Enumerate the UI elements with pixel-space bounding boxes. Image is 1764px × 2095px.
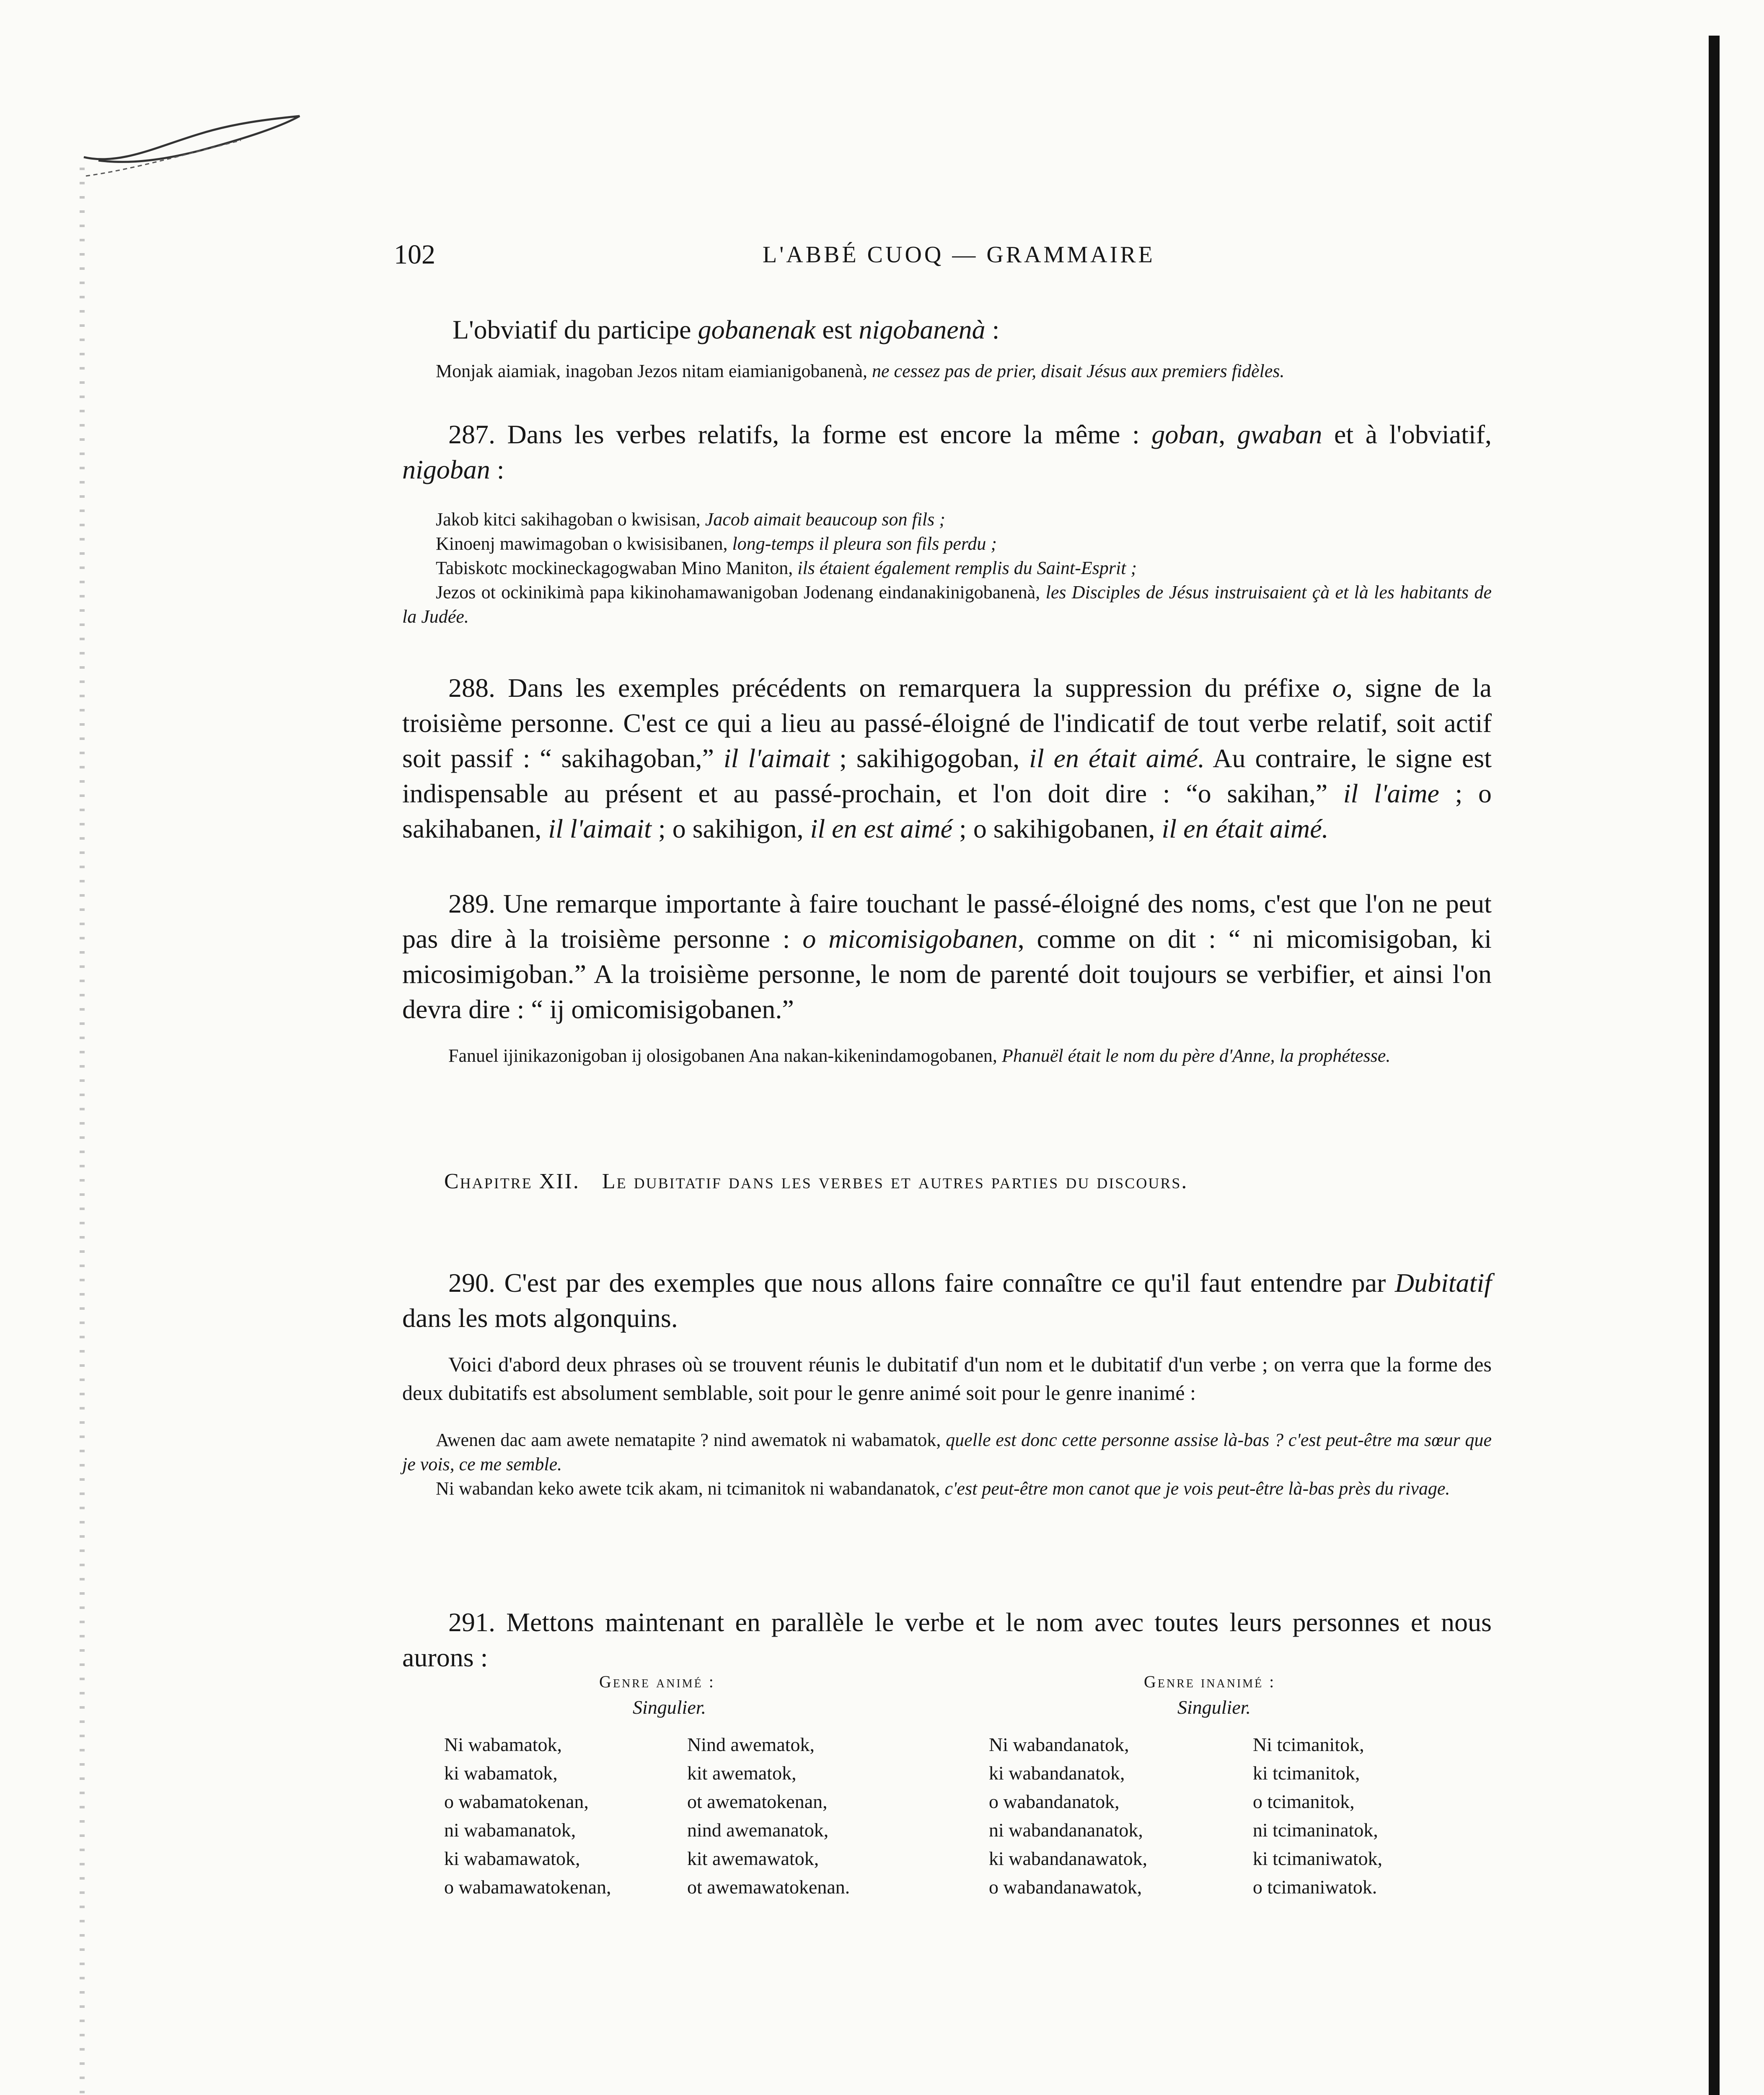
example-gloss: long-temps il pleura son fils perdu ; [732, 533, 997, 554]
form: o wabandanawatok, [989, 1876, 1142, 1898]
p287-term-c: nigoban [402, 455, 490, 484]
p290-examples [402, 1428, 1492, 1501]
intro-term-a: gobanenak [698, 315, 816, 344]
p288-s5: ; o sakihabanen, [402, 779, 1492, 843]
p287-example-1 [402, 507, 1492, 532]
form: ki tcimanitok, [1253, 1762, 1360, 1784]
p289-s1: 289. Une remarque importante à faire touchant le passé-éloigné des noms, c'est que l'on ne peut pas dire à la troisième personne : [402, 889, 1492, 954]
form: ot awematokenan, [687, 1791, 828, 1812]
form: ki tcimaniwatok, [1253, 1848, 1383, 1869]
p287-text-c: et à l'obviatif, [1322, 419, 1492, 449]
form: ki wabandanatok, [989, 1762, 1125, 1784]
intro-example-native: Monjak aiamiak, inagoban Jezos nitam eiamianigobanenà, [436, 361, 872, 381]
paragraph-287 [402, 417, 1492, 629]
p290-s1-term: Dubitatif [1394, 1268, 1492, 1298]
example-native: Jezos ot ockinikimà papa kikinohamawanigoban Jodenang eindanakinigobanenà, [436, 582, 1046, 603]
form: o tcimaniwatok. [1253, 1876, 1377, 1898]
p288-s4-gloss: il l'aime [1343, 779, 1439, 808]
intro-text-c: : [985, 315, 1000, 344]
pencil-scribble-mark [82, 107, 316, 191]
running-header [394, 239, 1609, 277]
paragraph-289 [402, 886, 1492, 1068]
p288-s7-gloss: il en était aimé. [1161, 814, 1329, 843]
intro-section [402, 312, 1492, 383]
scan-specks [80, 168, 85, 2095]
form: nind awemanatok, [687, 1819, 829, 1841]
chapter-label: Chapitre XII. [444, 1169, 580, 1193]
p287-term-b: gwaban [1237, 419, 1322, 449]
p288-s2: , signe de la troisième personne. C'est ce qui a lieu au passé-éloigné de l'indicatif de tout verbe relatif, soit actif soit passif : “ sakihagoban,” [402, 673, 1492, 773]
example-native: Kinoenj mawimagoban o kwisisibanen, [436, 533, 732, 554]
p288-s5-gloss: il l'aimait [548, 814, 652, 843]
p289-example [402, 1044, 1492, 1068]
form: o wabandanatok, [989, 1791, 1120, 1812]
form: ni wabandananatok, [989, 1819, 1143, 1841]
form: ki wabamawatok, [444, 1848, 580, 1869]
paradigm-col-noun-animate [687, 1730, 850, 1901]
p287-text-a: 287. Dans les verbes relatifs, la forme est encore la même : [448, 419, 1152, 449]
example-native: Jakob kitci sakihagoban o kwisisan, [436, 509, 705, 530]
p290-s2: dans les mots algonquins. [402, 1303, 678, 1333]
form: Ni wabandanatok, [989, 1734, 1129, 1755]
p290-text [402, 1265, 1492, 1336]
p290-example-2 [402, 1477, 1492, 1501]
example-gloss: ils étaient également remplis du Saint-Esprit ; [797, 558, 1137, 578]
inanimate-heading: Genre inanimé : [1144, 1672, 1276, 1691]
paragraph-291 [402, 1605, 1492, 1675]
form: ot awemawatokenan. [687, 1876, 850, 1898]
animate-heading: Genre animé : [599, 1672, 715, 1691]
p288-s4: Au contraire, le signe est indispensable au présent et au passé-prochain, et l'on doit dire : “o sakihan,” [402, 743, 1492, 808]
form: ni tcimaninatok, [1253, 1819, 1378, 1841]
paradigm-table [402, 1672, 1500, 1906]
form: ki wabamatok, [444, 1762, 558, 1784]
example-native: Tabiskotc mockineckagogwaban Mino Maniton, [436, 558, 798, 578]
p288-s3-gloss: il en était aimé. [1029, 743, 1205, 773]
paradigm-col-verb-inanimate [989, 1730, 1147, 1901]
example-gloss: c'est peut-être mon canot que je vois peut-être là-bas près du rivage. [944, 1478, 1450, 1499]
p290-example-1 [402, 1428, 1492, 1477]
form: Nind awematok, [687, 1734, 815, 1755]
paradigm-col-noun-inanimate [1253, 1730, 1382, 1901]
p287-text [402, 417, 1492, 487]
p288-s7: ; o sakihigobanen, [952, 814, 1162, 843]
example-gloss: quelle est donc cette personne assise là-bas ? c'est peut-être ma sœur que je vois, ce me semble. [402, 1430, 1492, 1474]
example-native: Ni wabandan keko awete tcik akam, ni tcimanitok ni wabandanatok, [436, 1478, 945, 1499]
p288-s2-gloss: il l'aimait [723, 743, 830, 773]
example-native: Awenen dac aam awete nematapite ? nind awematok ni wabamatok, [436, 1430, 946, 1450]
animate-number: Singulier. [633, 1697, 706, 1718]
chapter-heading [444, 1169, 1188, 1194]
form: ni wabamanatok, [444, 1819, 576, 1841]
intro-term-b: nigobanenà [859, 315, 985, 344]
p289-s2: , comme on dit : “ ni micomisigoban, ki micosimigoban.” A la troisième personne, le nom de parenté doit toujours se verbifier, et ainsi l'on devra dire : “ ij omicomisigobanen.” [402, 924, 1492, 1024]
paragraph-290 [402, 1265, 1492, 1501]
intro-line [402, 312, 1492, 347]
p289-example-gloss: Phanuël était le nom du père d'Anne, la prophétesse. [1001, 1045, 1391, 1066]
p289-s1-term: o micomisigobanen [802, 924, 1018, 954]
p289-text [402, 886, 1492, 1027]
form: ki wabandanawatok, [989, 1848, 1148, 1869]
form: Ni tcimanitok, [1253, 1734, 1364, 1755]
form: kit awemawatok, [687, 1848, 819, 1869]
chapter-title: Le dubitatif dans les verbes et autres parties du discours. [602, 1169, 1188, 1193]
p287-example-2 [402, 532, 1492, 556]
p288-text [402, 670, 1492, 846]
scan-edge-bar [1709, 36, 1720, 2095]
example-gloss: les Disciples de Jésus instruisaient çà et là les habitants de la Judée. [402, 582, 1492, 627]
p290-note: Voici d'abord deux phrases où se trouvent réunis le dubitatif d'un nom et le dubitatif d'un verbe ; on verra que la forme des deux dubitatifs est absolument semblable, soit pour le genre animé soit pour le genre inanimé : [402, 1353, 1492, 1404]
p287-example-4 [402, 580, 1492, 629]
intro-text-a: L'obviatif du participe [453, 315, 698, 344]
form: o tcimanitok, [1253, 1791, 1355, 1812]
p287-examples [402, 507, 1492, 629]
p287-term-a: goban [1151, 419, 1219, 449]
running-title: L'ABBÉ CUOQ — GRAMMAIRE [763, 242, 1155, 268]
p289-example-native: Fanuel ijinikazonigoban ij olosigobanen Ana nakan-kikenindamogobanen, [448, 1045, 1002, 1066]
paragraph-288 [402, 670, 1492, 846]
p288-s6-gloss: il en est aimé [810, 814, 953, 843]
p291-text: 291. Mettons maintenant en parallèle le verbe et le nom avec toutes leurs personnes et nous aurons : [402, 1607, 1492, 1672]
example-gloss: Jacob aimait beaucoup son fils ; [705, 509, 945, 530]
intro-text-b: est [815, 315, 859, 344]
form: Ni wabamatok, [444, 1734, 562, 1755]
paradigm-col-verb-animate [444, 1730, 611, 1901]
page-number: 102 [394, 239, 435, 270]
p287-example-3 [402, 556, 1492, 580]
form: o wabamawatokenan, [444, 1876, 611, 1898]
p288-s1-term: o [1332, 673, 1346, 703]
form: kit awematok, [687, 1762, 797, 1784]
intro-example [402, 359, 1492, 383]
p287-text-b: , [1218, 419, 1237, 449]
inanimate-number: Singulier. [1177, 1697, 1251, 1718]
p288-s3: ; sakihigogoban, [830, 743, 1029, 773]
p288-s6: ; o sakihigon, [651, 814, 810, 843]
p288-s1: 288. Dans les exemples précédents on remarquera la suppression du préfixe [448, 673, 1333, 703]
form: o wabamatokenan, [444, 1791, 589, 1812]
intro-example-gloss: ne cessez pas de prier, disait Jésus aux premiers fidèles. [872, 361, 1285, 381]
p290-s1: 290. C'est par des exemples que nous allons faire connaître ce qu'il faut entendre par [448, 1268, 1395, 1298]
p287-text-d: : [490, 455, 504, 484]
